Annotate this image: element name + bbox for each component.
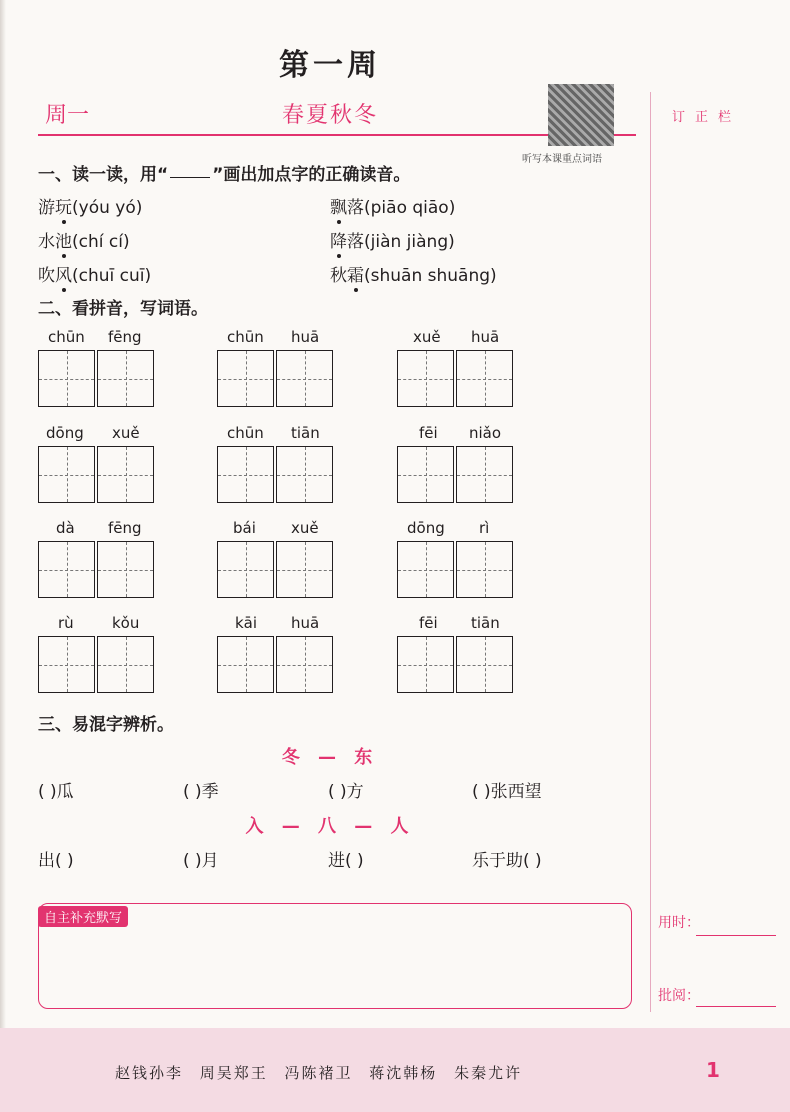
extra-dictation-label: 自主补充默写 <box>38 906 128 927</box>
q1-item-4: 降落(jiàn jiàng) <box>330 232 455 252</box>
footer-surnames: 赵钱孙李 周吴郑王 冯陈褚卫 蒋沈韩杨 朱秦尤许 <box>115 1064 523 1082</box>
q1-item-2: 飘落(piāo qiāo) <box>330 198 456 218</box>
fill-blank[interactable]: 出( ) <box>38 851 74 871</box>
writing-box[interactable] <box>276 446 333 503</box>
writing-box[interactable] <box>217 350 274 407</box>
writing-box[interactable] <box>456 446 513 503</box>
q1-item-1: 游玩(yóu yó) <box>38 198 143 218</box>
review-field[interactable] <box>696 1006 776 1007</box>
writing-box[interactable] <box>97 350 154 407</box>
day-label: 周一 <box>45 103 90 128</box>
fill-blank[interactable]: ( )方 <box>328 782 364 802</box>
time-field[interactable] <box>696 935 776 936</box>
word-cell: dōng xuě <box>38 424 156 508</box>
pinyin-choices[interactable]: (shuān shuāng) <box>364 266 497 286</box>
q1-item-6: 秋霜(shuān shuāng) <box>330 266 497 286</box>
word-cell: dōng rì <box>397 519 515 603</box>
confuse-group-1-title: 冬 — 东 <box>281 747 379 768</box>
writing-box[interactable] <box>217 541 274 598</box>
word-cell: fēi tiān <box>397 614 515 698</box>
writing-box[interactable] <box>38 350 95 407</box>
page-number: 1 <box>706 1058 720 1082</box>
qr-code-icon[interactable] <box>548 84 614 146</box>
writing-box[interactable] <box>456 636 513 693</box>
lesson-title: 春夏秋冬 <box>281 103 378 128</box>
fill-blank[interactable]: ( )月 <box>183 851 219 871</box>
word-cell: xuě huā <box>397 328 515 412</box>
writing-box[interactable] <box>397 350 454 407</box>
writing-box[interactable] <box>456 350 513 407</box>
word-cell: fēi niǎo <box>397 424 515 508</box>
q1-item-5: 吹风(chuī cuī) <box>38 266 152 286</box>
writing-box[interactable] <box>217 636 274 693</box>
writing-box[interactable] <box>276 541 333 598</box>
book-spine-shadow <box>0 0 6 1112</box>
fill-blank[interactable]: ( )张西望 <box>472 782 542 802</box>
pinyin-choices[interactable]: (jiàn jiàng) <box>364 232 455 252</box>
word-cell: kāi huā <box>217 614 335 698</box>
underline-sample <box>170 177 210 178</box>
writing-box[interactable] <box>97 636 154 693</box>
writing-box[interactable] <box>456 541 513 598</box>
correction-column-label: 订正栏 <box>672 110 742 125</box>
fill-blank[interactable]: 进( ) <box>328 851 364 871</box>
header-divider <box>38 134 636 136</box>
word-cell: chūn huā <box>217 328 335 412</box>
word-cell: bái xuě <box>217 519 335 603</box>
word-cell: rù kǒu <box>38 614 156 698</box>
writing-box[interactable] <box>97 541 154 598</box>
review-label: 批阅： <box>658 988 700 1004</box>
writing-box[interactable] <box>276 350 333 407</box>
week-title: 第一周 <box>279 48 381 83</box>
word-cell: dà fēng <box>38 519 156 603</box>
confuse-group-2-title: 入 — 八 — 人 <box>245 816 415 837</box>
writing-box[interactable] <box>38 446 95 503</box>
time-label: 用时： <box>658 915 700 931</box>
pinyin-choices[interactable]: (chuī cuī) <box>72 266 152 286</box>
fill-blank[interactable]: ( )季 <box>183 782 219 802</box>
q2-title: 二、看拼音，写词语。 <box>38 299 208 319</box>
fill-blank[interactable]: ( )瓜 <box>38 782 74 802</box>
pinyin-choices[interactable]: (yóu yó) <box>72 198 143 218</box>
writing-box[interactable] <box>397 541 454 598</box>
qr-caption: 听写本课重点词语 <box>522 154 602 165</box>
writing-box[interactable] <box>397 636 454 693</box>
q1-title: 一、读一读，用“ ”画出加点字的正确读音。 <box>38 165 411 185</box>
writing-box[interactable] <box>38 636 95 693</box>
writing-box[interactable] <box>97 446 154 503</box>
pinyin-choices[interactable]: (piāo qiāo) <box>364 198 456 218</box>
q1-item-3: 水池(chí cí) <box>38 232 130 252</box>
fill-blank[interactable]: 乐于助( ) <box>472 851 542 871</box>
word-cell: chūn tiān <box>217 424 335 508</box>
word-cell: chūn fēng <box>38 328 156 412</box>
writing-box[interactable] <box>276 636 333 693</box>
q3-title: 三、易混字辨析。 <box>38 715 174 735</box>
writing-box[interactable] <box>38 541 95 598</box>
writing-box[interactable] <box>217 446 274 503</box>
writing-box[interactable] <box>397 446 454 503</box>
pinyin-choices[interactable]: (chí cí) <box>72 232 130 252</box>
correction-column-divider <box>650 92 651 1012</box>
